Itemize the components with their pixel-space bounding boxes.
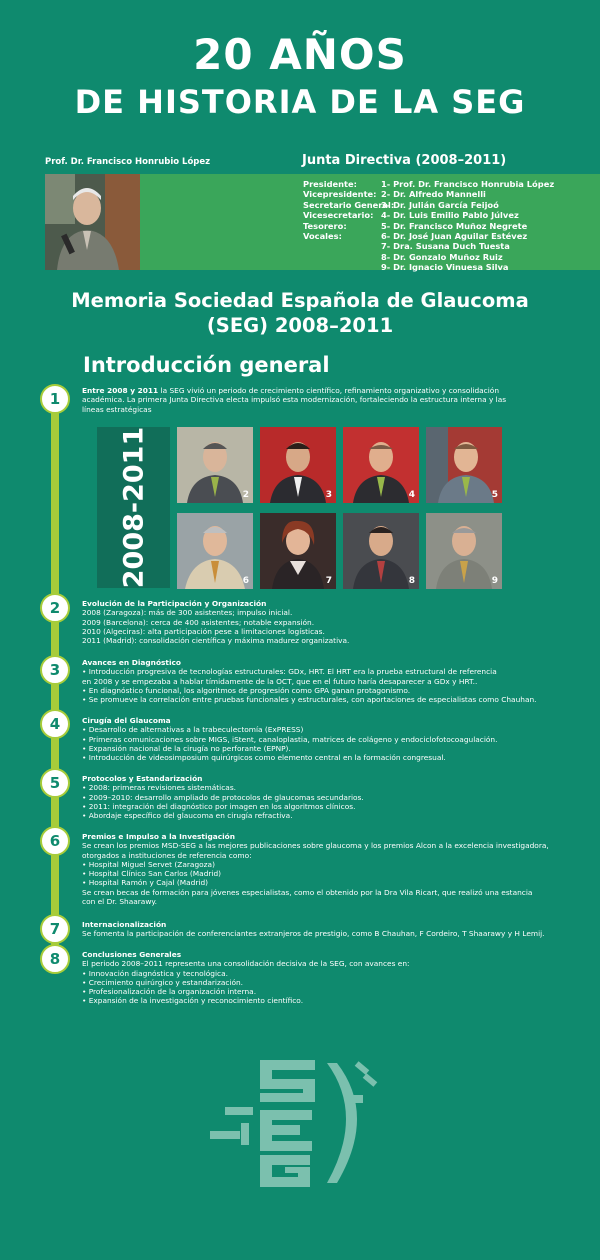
- section-4: [82, 716, 552, 762]
- years-label: 2008-2011: [118, 426, 149, 589]
- section-line: 2011 (Madrid): consolidación científica y máxima madurez organizativa.: [82, 636, 350, 646]
- section-line: • 2011: integración del diagnóstico por imagen en los algoritmos clínicos.: [82, 801, 356, 811]
- photo-number: 3: [325, 490, 332, 500]
- section-title: Premios e Impulso a la Investigación: [82, 832, 236, 841]
- step-badge: 1: [40, 384, 70, 414]
- board-photo: [260, 513, 336, 589]
- section-title: Protocolos y Estandarización: [82, 774, 203, 783]
- step-badge: 7: [40, 914, 70, 944]
- section-line: • Profesionalización de la organización interna.: [82, 987, 257, 997]
- title-line-2: DE HISTORIA DE LA SEG: [74, 83, 526, 121]
- section-line: Entre 2008 y 2011 la SEG vivió un periodo de crecimiento científico, refinamiento organizativo y consolidación: [82, 386, 500, 395]
- photo-number: 8: [408, 576, 415, 586]
- section-title: Internacionalización: [82, 920, 167, 929]
- member-name: 7- Dra. Susana Duch Tuesta: [381, 241, 510, 252]
- board-photo: [426, 427, 502, 503]
- member-name: 9- Dr. Ignacio Vinuesa Silva: [381, 262, 509, 273]
- member-name: 4- Dr. Luis Emilio Pablo Júlvez: [381, 210, 519, 221]
- section-line: • Hospital Clínico San Carlos (Madrid): [82, 869, 222, 879]
- section-line: • Introducción de videosimposium quirúrgicos como elemento central en la formación congresual.: [82, 753, 446, 763]
- years-label-wrap: [97, 427, 170, 588]
- intro-heading: Introducción general: [83, 353, 330, 377]
- member-name: 5- Dr. Francisco Muñoz Negrete: [381, 220, 528, 231]
- photo-number: 6: [242, 576, 249, 586]
- section-7: [82, 920, 552, 939]
- section-line: • 2008: primeras revisiones sistemáticas.: [82, 783, 237, 793]
- step-badge: 5: [40, 768, 70, 798]
- board-photo: [260, 427, 336, 503]
- role-label: Vicepresidente:: [303, 189, 377, 200]
- memoria-line-2: (SEG) 2008–2011: [206, 314, 394, 337]
- section-line: • Innovación diagnóstica y tecnológica.: [82, 968, 228, 978]
- section-line: • Primeras comunicaciones sobre MIGS, iStent, canaloplastia, matrices de colágeno y endociclofotocoagulación.: [82, 734, 498, 744]
- photo-number: 5: [491, 490, 498, 500]
- member-name: 8- Dr. Gonzalo Muñoz Ruiz: [381, 251, 503, 262]
- title-line-1: 20 AÑOS: [193, 30, 407, 79]
- member-name: 2- Dr. Alfredo Mannelli: [381, 189, 486, 200]
- section-line: • Hospital Ramón y Cajal (Madrid): [82, 878, 209, 888]
- section-line: académica. La primera Junta Directiva electa impulsó esta modernización, fortaleciendo la estructura interna y las: [82, 395, 507, 405]
- section-6: [82, 832, 552, 906]
- board-photo-grid: [177, 427, 501, 589]
- section-line: • Se promueve la correlación entre pruebas funcionales y estructurales, con aportaciones de especialistas como Chauhan.: [82, 695, 537, 705]
- board-members: [381, 179, 554, 273]
- section-line: otorgados a instituciones de referencia como:: [82, 850, 252, 860]
- photo-number: 4: [408, 490, 415, 500]
- section-line: Se crean becas de formación para jóvenes especialistas, como el obtenido por la Dra Vila Ricart, que realizó una estancia: [82, 887, 533, 897]
- section-5: [82, 774, 552, 820]
- section-line: en 2008 y se empezaba a hablar tímidamente de la OCT, que en el futuro haría desaparecer a GDx y HRT..: [82, 676, 478, 686]
- board-heading: Junta Directiva (2008–2011): [302, 153, 507, 168]
- section-line: • Abordaje específico del glaucoma en cirugía refractiva.: [82, 811, 293, 821]
- step-badge: 4: [40, 709, 70, 739]
- member-name: 1- Prof. Dr. Francisco Honrubia López: [381, 179, 555, 189]
- step-badge: 2: [40, 593, 70, 623]
- section-text: la SEG vivió un periodo de crecimiento científico, refinamiento organizativo y consolidación: [160, 386, 500, 395]
- section-line: líneas estratégicas: [82, 404, 152, 414]
- section-line: 2010 (Algeciras): alta participación pese a limitaciones logísticas.: [82, 626, 325, 636]
- role-label: Vicesecretario:: [303, 210, 374, 221]
- section-line: Se crean los premios MSD-SEG a las mejores publicaciones sobre glaucoma y los premios Alcon a la excelencia investigadora,: [82, 841, 549, 851]
- board-photo: [343, 513, 419, 589]
- role-label: Tesorero:: [303, 220, 347, 231]
- seg-logo: [205, 1055, 395, 1190]
- section-8: [82, 950, 552, 1006]
- board-photo: [177, 513, 253, 589]
- board-photo: [177, 427, 253, 503]
- role-label: Secretario General:: [303, 199, 395, 210]
- section-title: Conclusiones Generales: [82, 950, 182, 959]
- section-2: [82, 599, 552, 645]
- memoria-title: [0, 288, 600, 338]
- step-badge: 8: [40, 944, 70, 974]
- memoria-line-1: Memoria Sociedad Española de Glaucoma: [71, 289, 529, 312]
- section-line: con el Dr. Shaarawy.: [82, 897, 158, 907]
- president-photo: [45, 174, 140, 270]
- section-title: Avances en Diagnóstico: [82, 658, 181, 667]
- member-name: 3- Dr. Julián García Feijoó: [381, 199, 499, 210]
- section-line: • Introducción progresiva de tecnologías estructurales: GDx, HRT. El HRT era la prueba estructural de referencia: [82, 667, 497, 677]
- photo-number: 2: [242, 490, 249, 500]
- section-line: • En diagnóstico funcional, los algoritmos de progresión como GPA ganan protagonismo.: [82, 685, 411, 695]
- president-caption: Prof. Dr. Francisco Honrubio López: [45, 157, 211, 167]
- section-title: Evolución de la Participación y Organización: [82, 599, 267, 608]
- board-photo: [426, 513, 502, 589]
- role-label: Vocales:: [303, 231, 342, 242]
- photo-number: 7: [325, 576, 332, 586]
- section-line: • Crecimiento quirúrgico y estandarización.: [82, 977, 244, 987]
- role-label: Presidente:: [303, 179, 357, 189]
- section-line: El periodo 2008–2011 representa una consolidación decisiva de la SEG, con avances en:: [82, 959, 410, 969]
- section-line: • Desarrollo de alternativas a la trabeculectomía (ExPRESS): [82, 725, 304, 735]
- section-3: [82, 658, 552, 704]
- section-line: • 2009–2010: desarrollo ampliado de protocolos de glaucomas secundarios.: [82, 792, 364, 802]
- section-line: 2008 (Zaragoza): más de 300 asistentes; impulso inicial.: [82, 608, 293, 618]
- section-title: Cirugía del Glaucoma: [82, 716, 171, 725]
- member-name: 6- Dr. José Juan Aguilar Estévez: [381, 231, 528, 242]
- section-line: • Expansión nacional de la cirugía no perforante (EPNP).: [82, 743, 291, 753]
- section-line: Se fomenta la participación de conferenciantes extranjeros de prestigio, como B Chauhan, F Cordeiro, T Shaarawy y H Lemij.: [82, 929, 545, 939]
- section-1: [82, 386, 552, 414]
- step-badge: 6: [40, 826, 70, 856]
- section-line: • Hospital Miguel Servet (Zaragoza): [82, 859, 215, 869]
- board-photo: [343, 427, 419, 503]
- section-line: 2009 (Barcelona): cerca de 400 asistentes; notable expansión.: [82, 617, 315, 627]
- step-badge: 3: [40, 655, 70, 685]
- photo-number: 9: [491, 576, 498, 586]
- section-line: • Expansión de la investigación y reconocimiento científico.: [82, 996, 304, 1006]
